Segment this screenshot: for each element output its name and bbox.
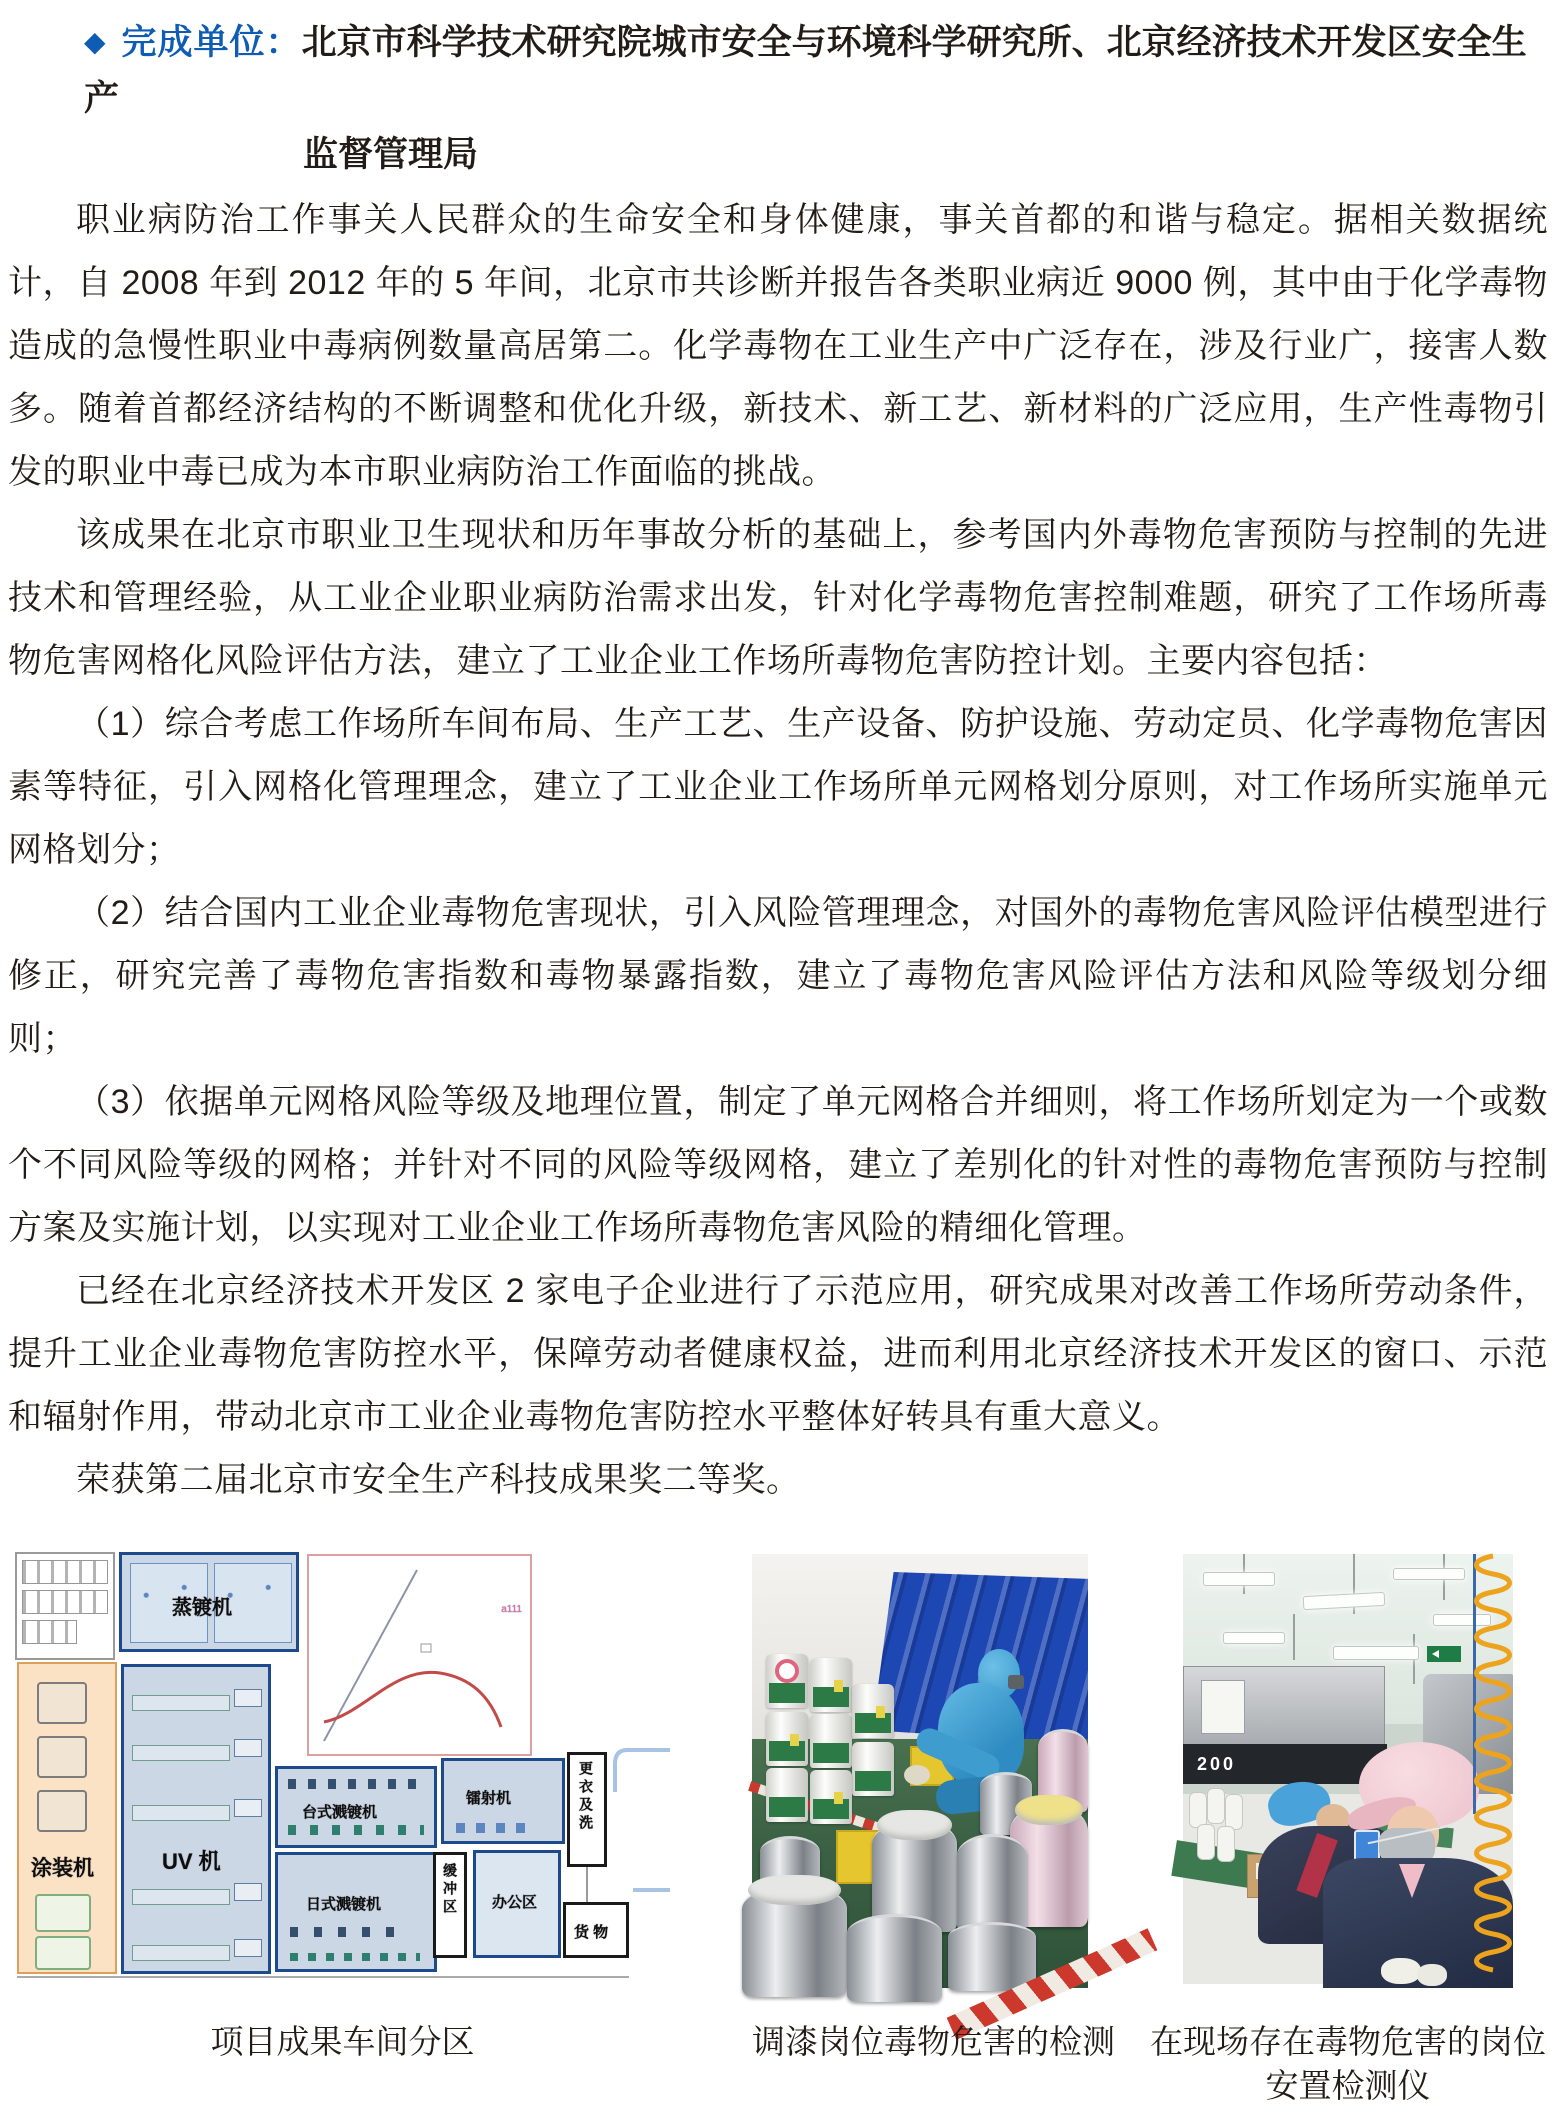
worker-glove (1417, 1964, 1447, 1986)
plan-curves (309, 1556, 534, 1758)
paragraph: （1）综合考虑工作场所车间布局、生产工艺、生产设备、防护设施、劳动定员、化学毒物危害因素等特征，引入网格化管理理念，建立了工业企业工作场所单元网格划分原则，对工作场所实施单元网格划分； (8, 705, 1548, 869)
photo2-caption-line2: 安置检测仪 (1265, 2067, 1431, 2104)
paragraph: （2）结合国内工业企业毒物危害现状，引入风险管理理念，对国外的毒物危害风险评估模型进行修正，研究完善了毒物危害指数和毒物暴露指数，建立了毒物危害风险评估方法和风险等级划分细则； (8, 894, 1548, 1058)
worker-glove (1381, 1958, 1421, 1984)
photo2-caption-line1: 在现场存在毒物危害的岗位 (1150, 2023, 1546, 2060)
plan-annotation: a111 (501, 1604, 522, 1615)
floorplan-caption: 项目成果车间分区 (210, 2023, 475, 2060)
white-roll (1189, 1792, 1207, 1828)
zone-label: 缓冲区 (442, 1863, 458, 1917)
equipment-strip (290, 1927, 410, 1937)
fluorescent-lamp (1333, 1646, 1419, 1660)
steel-pot (957, 1834, 1027, 1932)
floorplan-open-area (307, 1554, 532, 1756)
paint-can (766, 1768, 808, 1822)
photo1-caption: 调漆岗位毒物危害的检测 (752, 2023, 1115, 2060)
steel-pot (742, 1884, 847, 1997)
paragraph: 已经在北京经济技术开发区 2 家电子企业进行了示范应用，研究成果对改善工作场所劳动条件，提升工业企业毒物危害防控水平，保障劳动者健康权益，进而利用北京经济技术开发区的窗口、示范和辐射作用，带动北京市工业企业毒物危害防控水平整体好转具有重大意义。 (8, 1272, 1548, 1436)
equipment-strip (288, 1825, 424, 1835)
header-value-line2: 监督管理局 (303, 135, 479, 174)
zone-label: 涂装机 (31, 1857, 94, 1880)
plan-blue-pipe (575, 1732, 670, 1902)
equipment-glyph (37, 1682, 87, 1724)
paint-can (852, 1684, 894, 1738)
zone-label: 办公区 (492, 1894, 538, 1911)
equipment-glyph-green (35, 1936, 91, 1970)
photo-paint-mixing-station (752, 1554, 1088, 1988)
diamond-bullet-icon: ◆ (84, 26, 106, 57)
worker-glove (904, 1765, 930, 1785)
zone-label: 台式溅镀机 (302, 1804, 378, 1821)
floorplan-zone-coater (17, 1662, 117, 1974)
body-text (0, 189, 1556, 1512)
equipment-strip (456, 1823, 526, 1833)
machine-display-panel: 200 (1183, 1744, 1387, 1784)
header-value-line1: 北京市科学技术研究院城市安全与环境科学研究所、北京经济技术开发区安全生产 (84, 23, 1527, 118)
floorplan-zone-laser (441, 1758, 565, 1844)
coiled-hose (1453, 1554, 1513, 1984)
equipment-glyph (37, 1790, 87, 1832)
equipment-row (22, 1590, 108, 1614)
floorplan-zone-office (473, 1850, 561, 1958)
white-roll (1217, 1826, 1235, 1862)
floorplan-zone-bench-sputter (275, 1766, 437, 1848)
floorplan-utility-room (15, 1552, 115, 1660)
floorplan-zone-evaporator (119, 1552, 299, 1652)
worker-mask (1008, 1675, 1024, 1689)
uv-box (234, 1799, 262, 1817)
photo-onsite-detector (1183, 1554, 1513, 1984)
paragraph: （3）依据单元网格风险等级及地理位置，制定了单元网格合并细则，将工作场所划定为一个或数个不同风险等级的网格；并针对不同的风险等级网格，建立了差别化的针对性的毒物危害预防与控制方案及实施计划，以实现对工业企业工作场所毒物危害风险的精细化管理。 (8, 1083, 1548, 1247)
uv-box (234, 1689, 262, 1707)
plan-wall-bottom (17, 1976, 629, 1978)
fluorescent-lamp (1203, 1572, 1275, 1586)
equipment-glyph (37, 1736, 87, 1778)
paint-can (810, 1770, 852, 1824)
white-roll (1225, 1794, 1243, 1830)
paragraph: 职业病防治工作事关人民群众的生命安全和身体健康，事关首都的和谐与稳定。据相关数据统计，自 2008 年到 2012 年的 5 年间，北京市共诊断并报告各类职业病近 9000 例，其中由于化学毒物造成的急慢性职业中毒病例数量高居第二。化学毒物在工业生产中广泛存在，涉及行业广，接害人数多。随着首都经济结构的不断调整和优化升级，新技术、新工艺、新材料的广泛应用，生产性毒物引发的职业中毒已成为本市职业病防治工作面临的挑战。 (8, 201, 1548, 491)
paint-can (810, 1658, 852, 1712)
paragraph: 荣获第二届北京市安全生产科技成果奖二等奖。 (76, 1461, 801, 1499)
floorplan-zone-buffer (433, 1852, 467, 1958)
uv-box (234, 1883, 262, 1901)
zone-label: 镭射机 (466, 1790, 512, 1807)
white-roll (1207, 1788, 1225, 1824)
header-label: 完成单位： (121, 23, 302, 62)
zone-label: 蒸镀机 (172, 1597, 232, 1619)
equipment-row (22, 1560, 108, 1584)
zone-label: UV 机 (162, 1849, 221, 1874)
floorplan-zone-uv (121, 1664, 271, 1974)
photo2-caption (1148, 2020, 1548, 2108)
equipment-row (22, 1620, 77, 1644)
uv-line (132, 1695, 230, 1711)
workshop-floorplan-figure (15, 1552, 670, 1982)
paint-can (852, 1742, 894, 1796)
uv-box (234, 1939, 262, 1957)
ceiling-rod (1293, 1614, 1295, 1660)
zone-label: 日式溅镀机 (306, 1896, 382, 1913)
zone-label: 更衣及洗 (578, 1761, 594, 1833)
steel-pot (948, 1922, 1036, 1991)
uv-line (132, 1889, 230, 1905)
machine-label-card (1201, 1680, 1245, 1734)
zone-label: 货 物 (574, 1924, 609, 1941)
paint-can (810, 1714, 852, 1768)
fluorescent-lamp (1223, 1632, 1285, 1644)
figures-row (0, 1552, 1556, 2112)
uv-line (132, 1745, 230, 1761)
completion-unit-header (0, 0, 1556, 183)
equipment-strip (290, 1953, 420, 1961)
steel-pot (847, 1914, 942, 2002)
paragraph: 该成果在北京市职业卫生现状和历年事故分析的基础上，参考国内外毒物危害预防与控制的先进技术和管理经验，从工业企业职业病防治需求出发，针对化学毒物危害控制难题，研究了工作场所毒物危害网格化风险评估方法，建立了工业企业工作场所毒物危害防控计划。主要内容包括： (8, 516, 1548, 680)
floorplan-zone-cargo (563, 1902, 629, 1958)
uv-line (132, 1945, 230, 1961)
uv-line (132, 1805, 230, 1821)
uv-box (234, 1739, 262, 1757)
floorplan-zone-jp-sputter (275, 1852, 437, 1972)
paint-can (766, 1712, 808, 1766)
paint-can (766, 1654, 808, 1708)
white-roll (1197, 1824, 1215, 1860)
equipment-glyph-green (35, 1894, 91, 1932)
equipment-strip (288, 1779, 424, 1789)
